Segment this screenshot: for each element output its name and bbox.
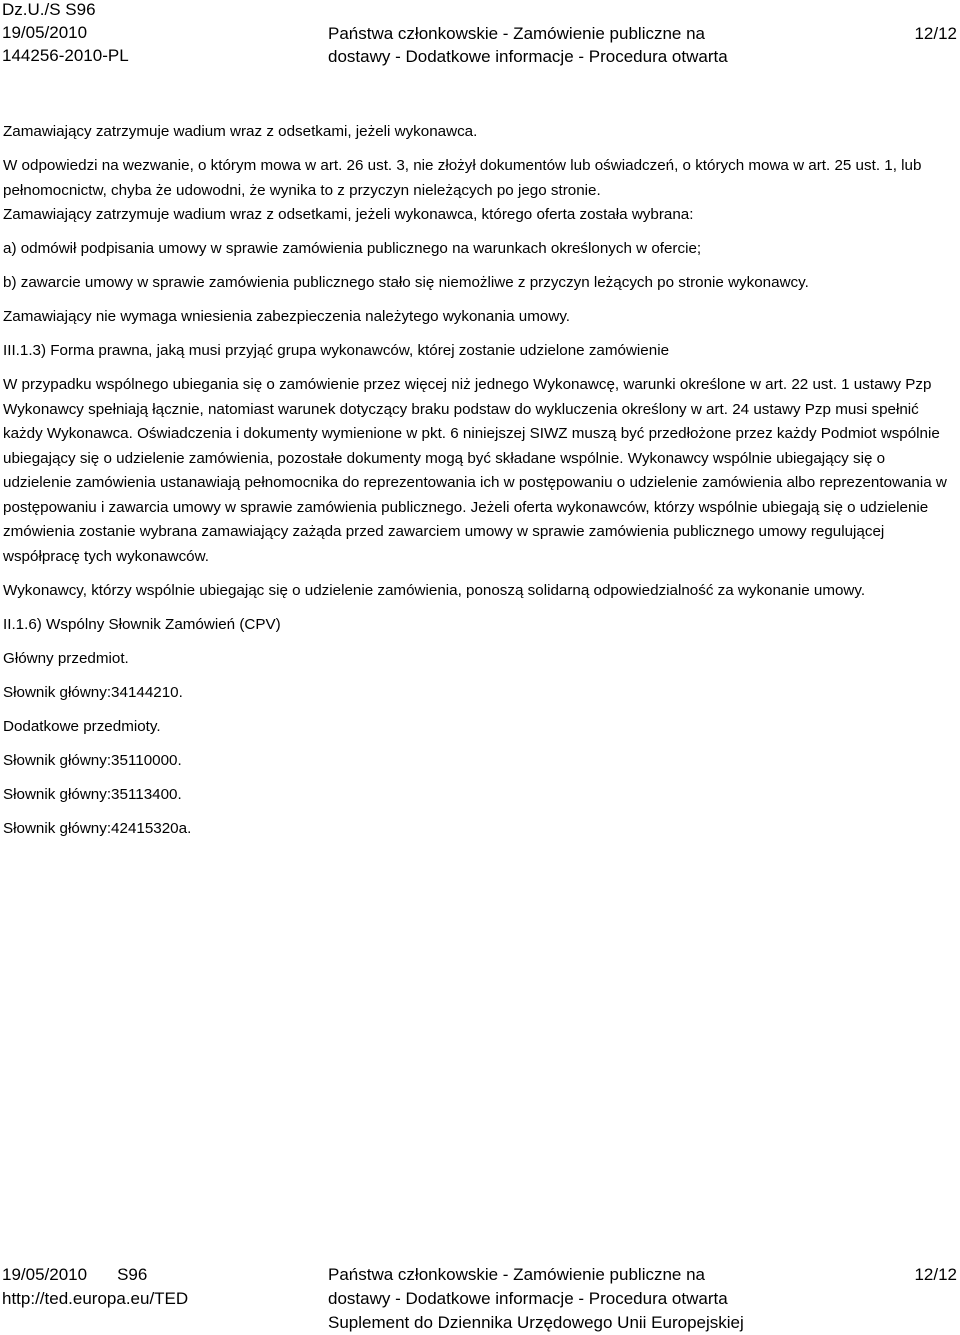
document-body [3,120,947,841]
paragraph-2: W odpowiedzi na wezwanie, o którym mowa w art. 26 ust. 3, nie złożył dokumentów lub oświadczeń, o których mowa w art. 25 ust. 1, lub pełnomocnictw, chyba że udowodni, że wynika to z przyczyn nieleżących po jego stronie. [3,157,922,199]
section-heading-iii-1-3: III.1.3) Forma prawna, jaką musi przyjąć grupa wykonawców, której zostanie udzielone zamówienie [3,342,670,359]
header-notice-id: 144256-2010-PL [2,46,129,65]
paragraph-4: a) odmówił podpisania umowy w sprawie zamówienia publicznego na warunkach określonych w ofercie; [3,240,702,257]
footer-title-block [328,1263,744,1335]
paragraph-9: Wykonawcy, którzy wspólnie ubiegając się o udzielenie zamówienia, ponoszą solidarną odpowiedzialność za wykonanie umowy. [3,581,866,599]
footer-title-line-1: Państwa członkowskie - Zamówienie publiczne na [328,1265,706,1284]
paragraph-5: b) zawarcie umowy w sprawie zamówienia publicznego stało się niemożliwe z przyczyn leżących po stronie wykonawcy. [3,274,809,291]
footer-journal-ref: S96 [117,1265,148,1284]
header-title-line-1: Państwa członkowskie - Zamówienie publiczne na [328,24,706,43]
footer-date: 19/05/2010 [2,1265,88,1284]
header-page-number: 12/12 [914,24,957,43]
cpv-additional-label: Dodatkowe przedmioty. [3,717,161,735]
footer-left-block [2,1263,188,1311]
cpv-additional-code-3: Słownik główny:42415320a. [3,819,192,837]
page-footer [0,1263,960,1334]
header-date: 19/05/2010 [2,23,88,42]
header-journal-ref: Dz.U./S S96 [2,0,96,19]
paragraph-8: W przypadku wspólnego ubiegania się o zamówienie przez więcej niż jednego Wykonawcę, warunki określone w art. 22 ust. 1 ustawy Pzp Wykonawcy spełniają łącznie, natomiast warunek dotyczący braku podstaw do wykluczenia określony w art. 24 ustawy Pzp musi spełnić każdy Wykonawca. Oświadczenia i dokumenty wymienione w pkt. 6 niniejszej SIWZ muszą być przedłożone przez każdy Podmiot wspólnie ubiegający się o udzielenie zamówienia, pozostałe dokumenty mogą być składane wspólnie. Wykonawcy wspólnie ubiegający się o udzielenie zamówienia ustanawiają pełnomocnika do reprezentowania ich w postępowaniu o udzielenie zamówienia albo reprezentowania w postępowaniu i zawarcia umowy w sprawie zamówienia publicznego. Jeżeli oferta wykonawców, którzy wspólnie ubiegają się o udzielenie zmówienia zostanie wybrana zamawiający zażąda przed zawarciem umowy w sprawie zamówienia publicznego umowy regulującej współpracę tych wykonawców. [3,376,947,565]
cpv-main-code: Słownik główny:34144210. [3,683,183,701]
footer-page-number: 12/12 [914,1265,957,1284]
paragraph-6: Zamawiający nie wymaga wniesienia zabezpieczenia należytego wykonania umowy. [3,308,571,325]
footer-title-line-3: Suplement do Dziennika Urzędowego Unii Europejskiej [328,1313,744,1332]
cpv-main-label: Główny przedmiot. [3,649,129,667]
footer-url: http://ted.europa.eu/TED [2,1289,189,1308]
footer-title-line-2: dostawy - Dodatkowe informacje - Procedura otwarta [328,1289,728,1308]
section-heading-ii-1-6: II.1.6) Wspólny Słownik Zamówień (CPV) [3,615,281,633]
paragraph-3: Zamawiający zatrzymuje wadium wraz z odsetkami, jeżeli wykonawca, którego oferta została wybrana: [3,206,694,223]
header-left-block [2,0,129,67]
paragraph-1: Zamawiający zatrzymuje wadium wraz z odsetkami, jeżeli wykonawca. [3,123,478,140]
header-title-block [328,22,728,68]
footer-date-line [2,1263,188,1287]
cpv-additional-code-2: Słownik główny:35113400. [3,785,182,803]
cpv-additional-code-1: Słownik główny:35110000. [3,751,182,769]
page-header [0,0,960,72]
header-title-line-2: dostawy - Dodatkowe informacje - Procedura otwarta [328,47,728,66]
